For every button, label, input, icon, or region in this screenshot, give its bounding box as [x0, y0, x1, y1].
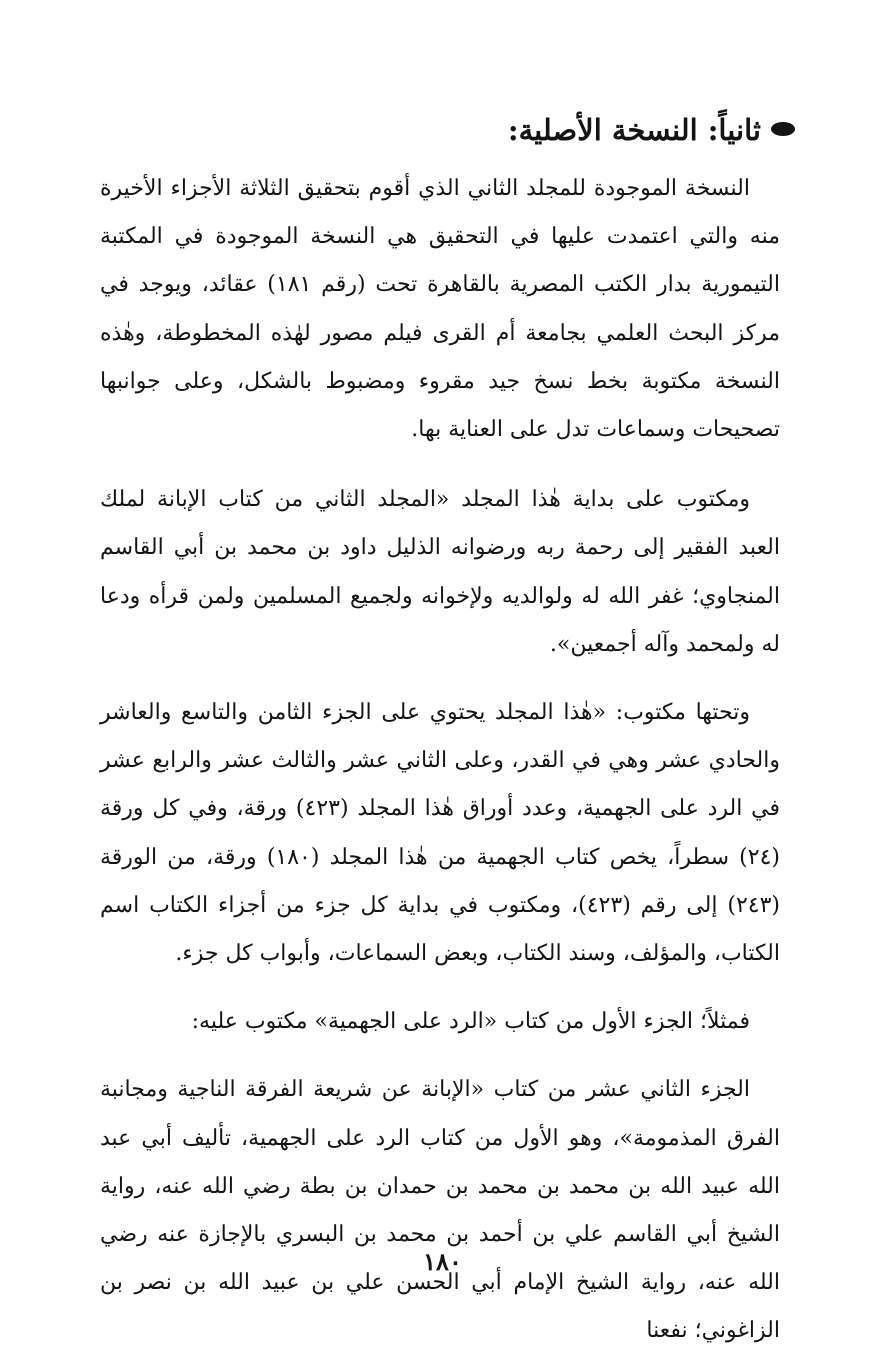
page-number: ١٨٠: [423, 1247, 462, 1276]
paragraph-example-title-page: الجزء الثاني عشر من كتاب «الإبانة عن شريعة الفرقة الناجية ومجانبة الفرق المذمومة»، وهو الأول من كتاب الرد على الجهمية، تأليف أبي عبد الله عبيد الله بن محمد بن محمد بن حمدان بن بطة رضي الله عنه، رواية الشيخ أبي القاسم علي بن أحمد بن محمد بن البسري بالإجازة عنه رضي الله عنه، رواية الشيخ الإمام أبي الحسن علي بن عبيد الله بن نصر بن الزاغوني؛ نفعنا: [100, 1077, 780, 1344]
paragraph-volume-start-inscription: ومكتوب على بداية هٰذا المجلد «المجلد الثاني من كتاب الإبانة لملك العبد الفقير إلى رحمة ربه ورضوانه الذليل داود بن محمد بن أبي القاسم المنجاوي؛ غفر الله له ولوالديه ولإخوانه ولجميع المسلمين ولمن قرأه ودعا له ولمحمد وآله أجمعين».: [100, 487, 780, 657]
paragraph-manuscript-description: النسخة الموجودة للمجلد الثاني الذي أقوم بتحقيق الثلاثة الأجزاء الأخيرة منه والتي اعتمدت عليها في التحقيق هي النسخة الموجودة في المكتبة التيمورية بدار الكتب المصرية بالقاهرة تحت (رقم ١٨١) عقائد، ويوجد في مركز البحث العلمي بجامعة أم القرى فيلم مصور لهٰذه المخطوطة، وهٰذه النسخة مكتوبة بخط نسخ جيد مقروء ومضبوط بالشكل، وعلى جوانبها تصحيحات وسماعات تدل على العناية بها.: [100, 176, 781, 443]
paragraph-example-intro: فمثلاً؛ الجزء الأول من كتاب «الرد على الجهمية» مكتوب عليه:: [191, 1009, 750, 1035]
body-text: [100, 165, 780, 1356]
paragraph-volume-contents: وتحتها مكتوب: «هٰذا المجلد يحتوي على الجزء الثامن والتاسع والعاشر والحادي عشر وهي في القدر، وعلى الثاني عشر والثالث عشر والرابع عشر في الرد على الجهمية، وعدد أوراق هٰذا المجلد (٤٢٣) ورقة، وفي كل ورقة (٢٤) سطراً، يخص كتاب الجهمية من هٰذا المجلد (١٨٠) ورقة، من الورقة (٢٤٣) إلى رقم (٤٢٣)، ومكتوب في بداية كل جزء من أجزاء الكتاب اسم الكتاب، والمؤلف، وسند الكتاب، وبعض السماعات، وأبواب كل جزء.: [100, 700, 781, 967]
section-heading-text: ثانياً: النسخة الأصلية:: [507, 113, 761, 147]
bullet-icon: [771, 122, 795, 136]
section-heading: [200, 110, 795, 150]
